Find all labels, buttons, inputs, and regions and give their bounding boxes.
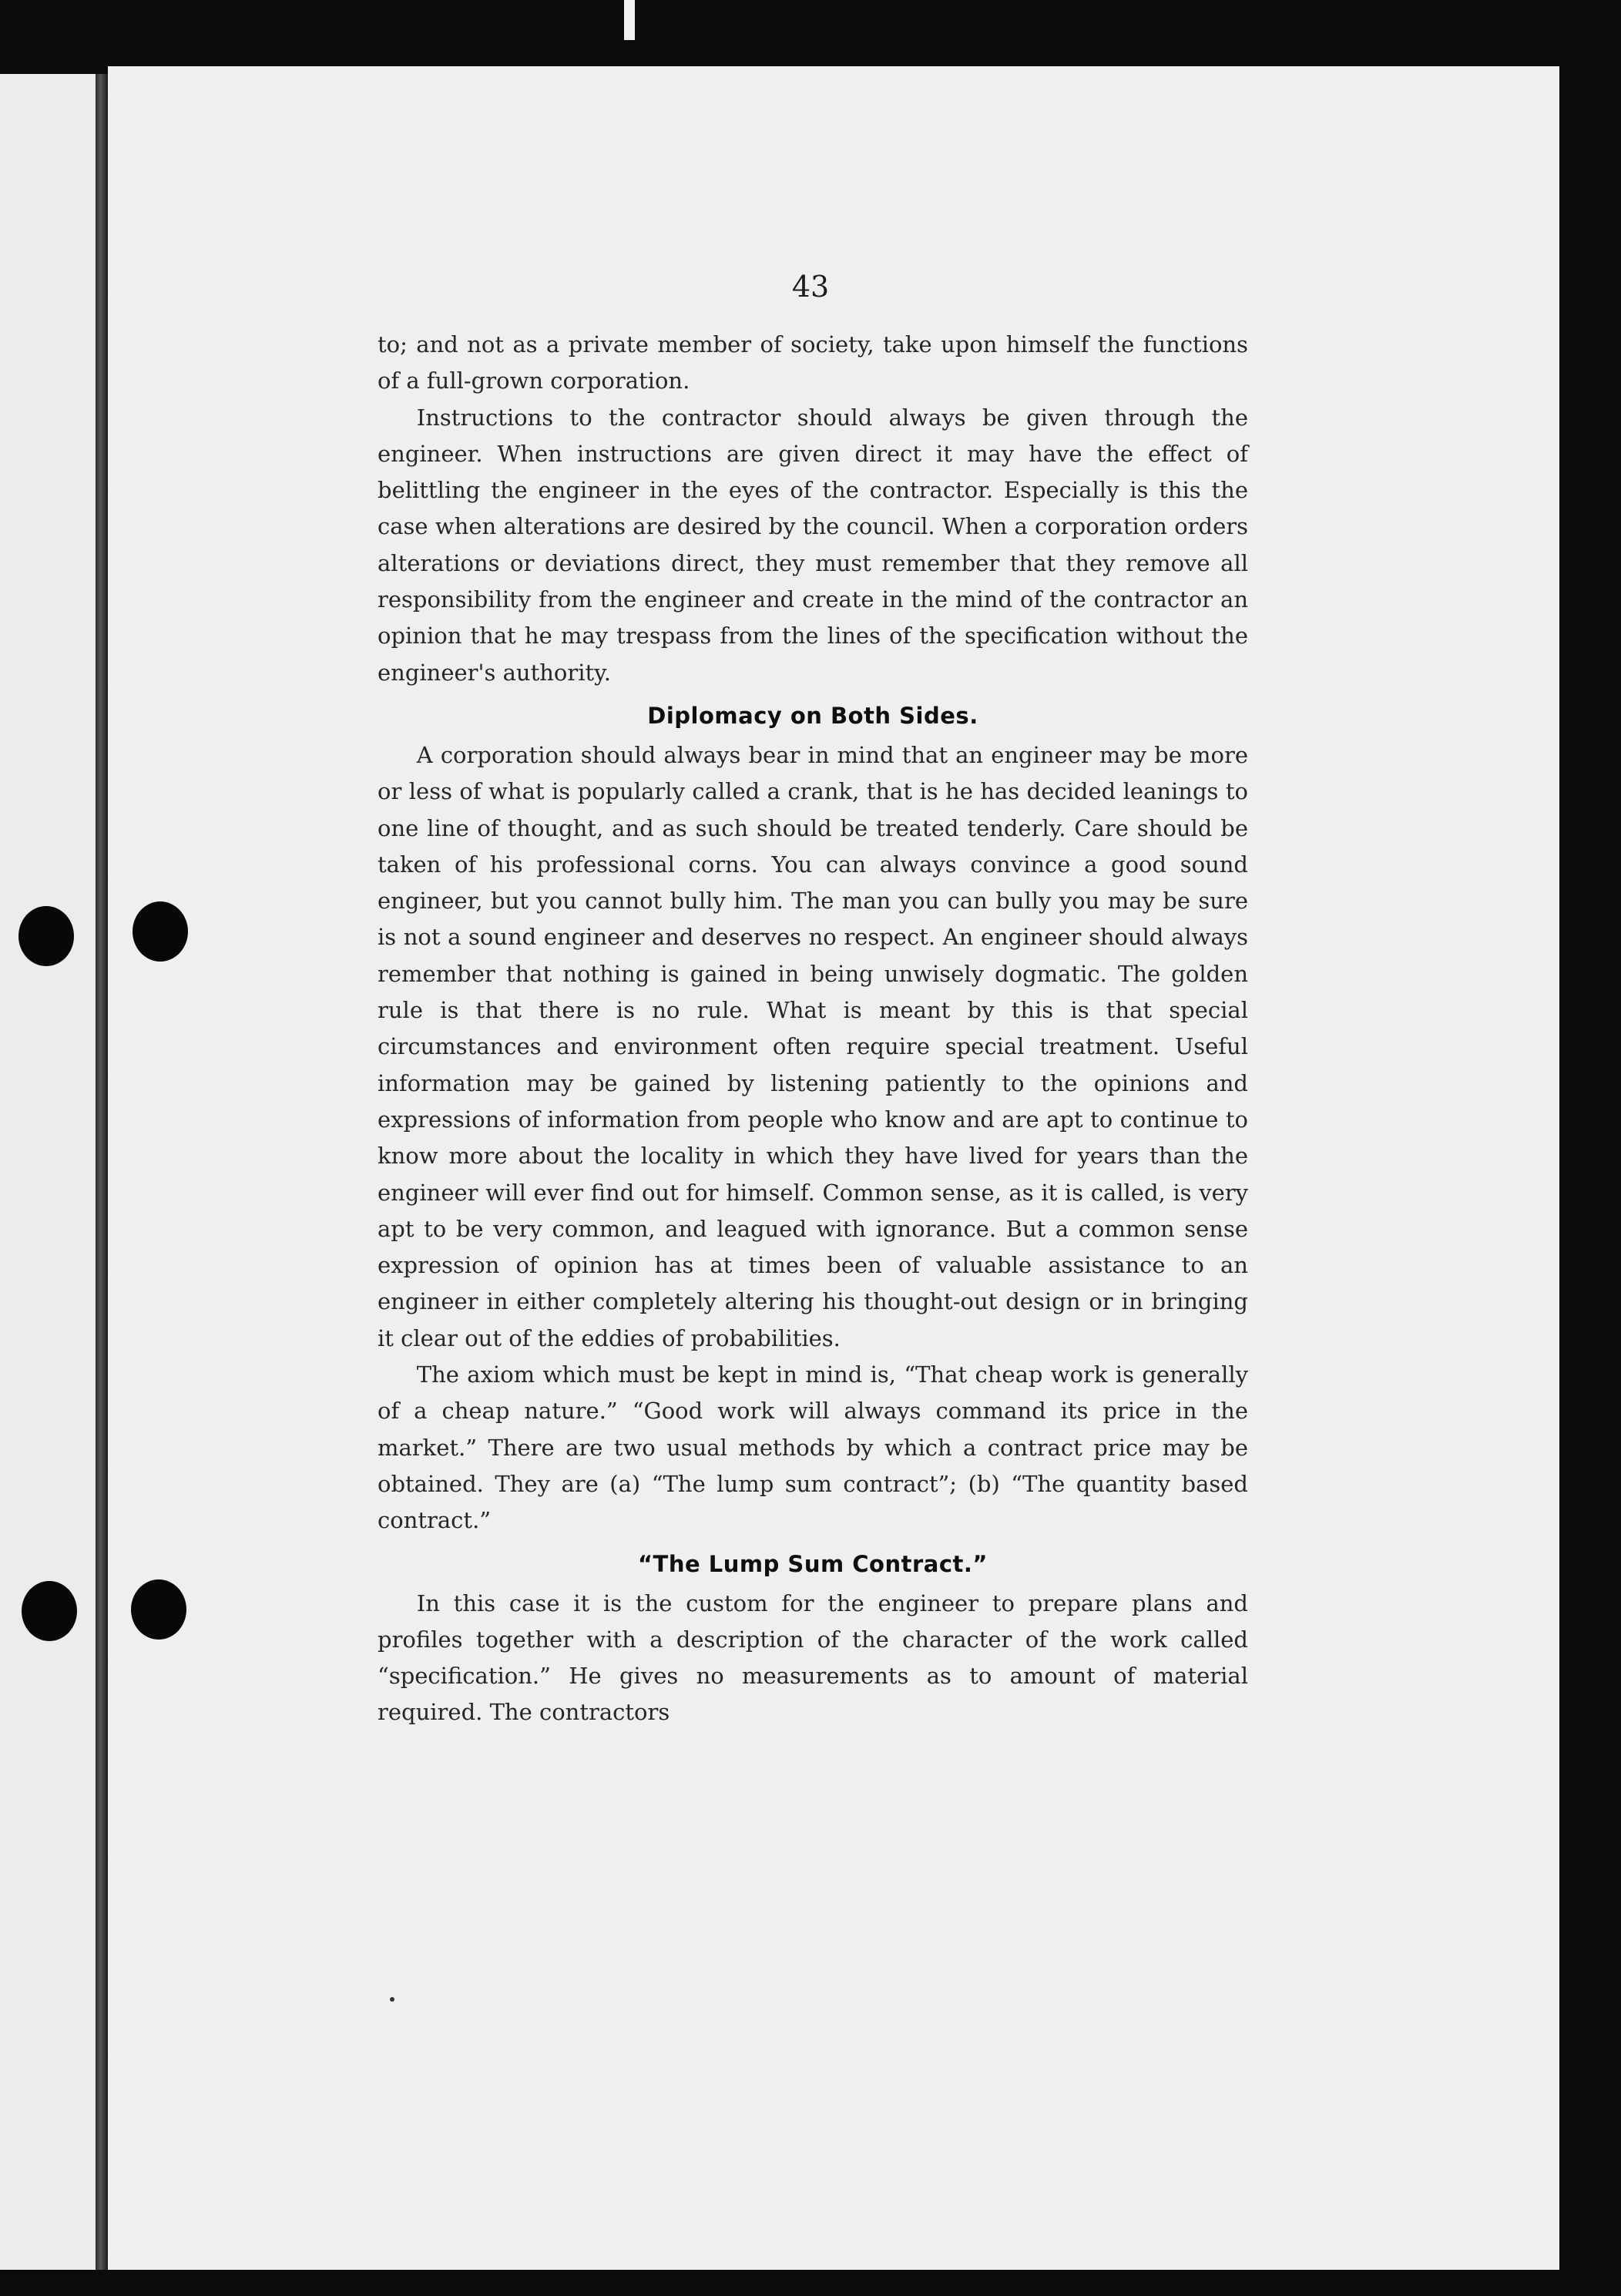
binding-gutter (96, 74, 108, 2270)
punch-hole-left-lower (22, 1581, 77, 1641)
page-number: 43 (791, 270, 830, 304)
paragraph-lump-sum: In this case it is the custom for the engineer to prepare plans and profiles together with a description of the character of the work called “specification.” He gives no measurements as to amount of material required. The contractors (378, 1589, 1248, 1726)
section-heading-lump-sum: “The Lump Sum Contract.” (637, 1550, 988, 1577)
paragraph-diplomacy: A corporation should always bear in mind that an engineer may be more or less of what is popularly called a crank, that is he has decided leanings to one line of thought, and as such should be treated tenderly. Care should be taken of his professional corns. You can always convince a good sound engineer, but you cannot bully him. The man you can bully you may be sure is not a sound engineer and deserves no respect. An engineer should always remember that nothing is gained in being unwisely dogmatic. The golden rule is that there is no rule. What is meant by this is that special circumstances and environment often require special treatment. Useful information may be gained by listening patiently to the opinions and expressions of information from people who know and are apt to continue to know more about the locality in which they have lived for years than the engineer will ever find out for himself. Common sense, as it is called, is very apt to be very common, and leagued with ignorance. But a common sense expression of opinion has at times been of valuable assistance to an engineer in either completely altering his thought-out design or in bringing it clear out of the eddies of probabilities. (378, 741, 1248, 1351)
scan-artifact-mark (624, 0, 635, 40)
paragraph-axiom: The axiom which must be kept in mind is, “That cheap work is generally of a cheap nature.” “Good work will always command its price in the market.” There are two usual methods by which a contract price may be obtained. They are (a) “The lump sum contract”; (b) “The quantity based contract.” (378, 1361, 1248, 1534)
section-heading-diplomacy: Diplomacy on Both Sides. (647, 702, 978, 729)
paragraph-instructions: Instructions to the contractor should always be given through the engineer. When instructions are given direct it may have the effect of belittling the engineer in the eyes of the contractor. Especially is this the case when alterations are desired by the council. When a corporation orders alterations or deviations direct, they must remember that they remove all responsibility from the engineer and create in the mind of the contractor an opinion that he may trespass from the lines of the specification without the engineer's authority. (378, 404, 1248, 686)
paragraph-continued: to; and not as a private member of society, take upon himself the functions of a full-grown corporation. (378, 331, 1248, 394)
body-text (378, 327, 1248, 1731)
punch-hole-right-lower (131, 1579, 186, 1640)
page-speck (390, 1997, 394, 2002)
punch-hole-right-upper (133, 901, 188, 962)
previous-page-edge (0, 74, 96, 2270)
punch-hole-left-upper (18, 906, 74, 966)
